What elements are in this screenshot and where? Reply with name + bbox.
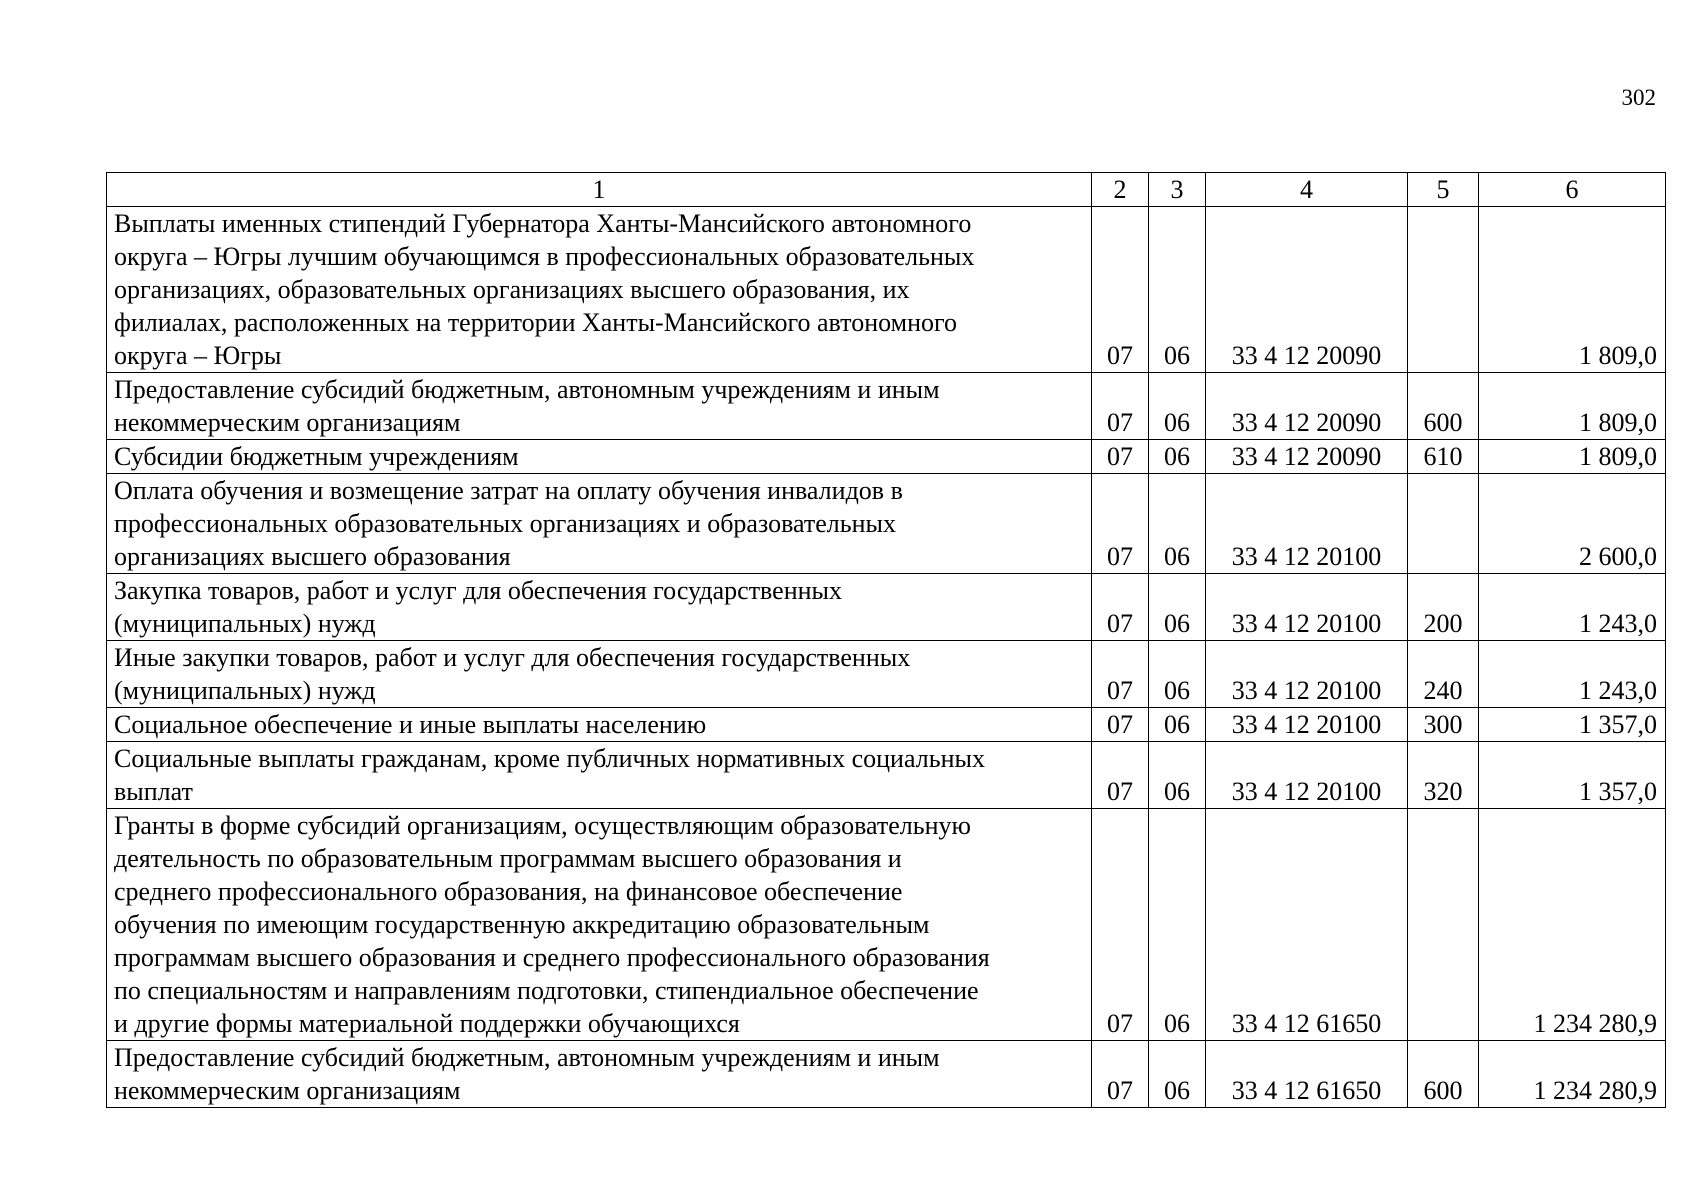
target-article-cell: 33 4 12 61650 <box>1206 1041 1408 1108</box>
expense-type-cell: 600 <box>1408 373 1479 440</box>
expense-type-cell <box>1408 207 1479 373</box>
subsection-code-cell: 06 <box>1149 641 1206 708</box>
expense-name-line: Предоставление субсидий бюджетным, автономным учреждениям и иным <box>114 375 940 404</box>
expense-name-cell <box>107 574 1092 641</box>
expense-name-line: Гранты в форме субсидий организациям, осуществляющим образовательную <box>114 811 971 840</box>
target-article-cell: 33 4 12 20090 <box>1206 373 1408 440</box>
expense-name-line: некоммерческим организациям <box>114 1076 461 1105</box>
budget-table <box>106 172 1666 1108</box>
expense-name-line: и другие формы материальной поддержки обучающихся <box>114 1009 740 1038</box>
header-cell: 1 <box>107 173 1092 207</box>
section-code-cell: 07 <box>1092 708 1149 742</box>
expense-type-cell: 320 <box>1408 742 1479 809</box>
table-row <box>107 207 1666 373</box>
header-cell: 5 <box>1408 173 1479 207</box>
expense-name-line: Иные закупки товаров, работ и услуг для обеспечения государственных <box>114 643 911 672</box>
amount-cell: 1 809,0 <box>1479 373 1666 440</box>
table-row <box>107 1041 1666 1108</box>
expense-type-cell <box>1408 474 1479 574</box>
expense-name-line: Субсидии бюджетным учреждениям <box>114 442 519 471</box>
section-code-cell: 07 <box>1092 440 1149 474</box>
expense-name-line: филиалах, расположенных на территории Ханты-Мансийского автономного <box>114 308 958 337</box>
amount-cell: 1 809,0 <box>1479 207 1666 373</box>
table-row <box>107 574 1666 641</box>
amount-cell: 1 357,0 <box>1479 742 1666 809</box>
subsection-code-cell: 06 <box>1149 207 1206 373</box>
table-row <box>107 641 1666 708</box>
expense-type-cell: 240 <box>1408 641 1479 708</box>
expense-name-line: Закупка товаров, работ и услуг для обеспечения государственных <box>114 576 843 605</box>
table-body <box>107 207 1666 1108</box>
section-code-cell: 07 <box>1092 207 1149 373</box>
expense-name-line: Выплаты именных стипендий Губернатора Ханты-Мансийского автономного <box>114 209 972 238</box>
expense-name-line: (муниципальных) нужд <box>114 676 376 705</box>
header-cell: 3 <box>1149 173 1206 207</box>
subsection-code-cell: 06 <box>1149 708 1206 742</box>
subsection-code-cell: 06 <box>1149 742 1206 809</box>
table-row <box>107 809 1666 1041</box>
section-code-cell: 07 <box>1092 809 1149 1041</box>
expense-type-cell: 200 <box>1408 574 1479 641</box>
expense-name-line: округа – Югры <box>114 341 282 370</box>
amount-cell: 2 600,0 <box>1479 474 1666 574</box>
header-cell: 2 <box>1092 173 1149 207</box>
expense-type-cell <box>1408 809 1479 1041</box>
target-article-cell: 33 4 12 20090 <box>1206 207 1408 373</box>
section-code-cell: 07 <box>1092 641 1149 708</box>
table-row <box>107 474 1666 574</box>
amount-cell: 1 234 280,9 <box>1479 1041 1666 1108</box>
section-code-cell: 07 <box>1092 574 1149 641</box>
amount-cell: 1 357,0 <box>1479 708 1666 742</box>
target-article-cell: 33 4 12 20100 <box>1206 574 1408 641</box>
section-code-cell: 07 <box>1092 742 1149 809</box>
amount-cell: 1 234 280,9 <box>1479 809 1666 1041</box>
expense-name-line: Оплата обучения и возмещение затрат на оплату обучения инвалидов в <box>114 476 903 505</box>
expense-name-cell <box>107 708 1092 742</box>
expense-name-line: профессиональных образовательных организациях и образовательных <box>114 509 896 538</box>
amount-cell: 1 243,0 <box>1479 641 1666 708</box>
header-cell: 4 <box>1206 173 1408 207</box>
expense-name-cell <box>107 1041 1092 1108</box>
page-number: 302 <box>1621 85 1656 110</box>
amount-cell: 1 243,0 <box>1479 574 1666 641</box>
table-row <box>107 373 1666 440</box>
expense-name-line: обучения по имеющим государственную аккредитацию образовательным <box>114 910 930 939</box>
section-code-cell: 07 <box>1092 474 1149 574</box>
target-article-cell: 33 4 12 20090 <box>1206 440 1408 474</box>
subsection-code-cell: 06 <box>1149 1041 1206 1108</box>
expense-name-line: выплат <box>114 777 193 806</box>
expense-name-cell <box>107 440 1092 474</box>
expense-name-line: программам высшего образования и среднего профессионального образования <box>114 943 990 972</box>
section-code-cell: 07 <box>1092 1041 1149 1108</box>
subsection-code-cell: 06 <box>1149 574 1206 641</box>
target-article-cell: 33 4 12 20100 <box>1206 742 1408 809</box>
header-cell: 6 <box>1479 173 1666 207</box>
subsection-code-cell: 06 <box>1149 809 1206 1041</box>
target-article-cell: 33 4 12 61650 <box>1206 809 1408 1041</box>
section-code-cell: 07 <box>1092 373 1149 440</box>
expense-name-cell <box>107 474 1092 574</box>
expense-name-line: Социальные выплаты гражданам, кроме публичных нормативных социальных <box>114 744 985 773</box>
header-row <box>107 173 1666 207</box>
expense-name-line: организациях, образовательных организациях высшего образования, их <box>114 275 910 304</box>
expense-name-line: (муниципальных) нужд <box>114 609 376 638</box>
expense-name-cell <box>107 809 1092 1041</box>
table-row <box>107 742 1666 809</box>
expense-name-line: организациях высшего образования <box>114 542 511 571</box>
expense-name-line: некоммерческим организациям <box>114 408 461 437</box>
expense-type-cell: 610 <box>1408 440 1479 474</box>
amount-cell: 1 809,0 <box>1479 440 1666 474</box>
subsection-code-cell: 06 <box>1149 373 1206 440</box>
expense-name-line: Предоставление субсидий бюджетным, автономным учреждениям и иным <box>114 1043 940 1072</box>
expense-name-line: деятельность по образовательным программам высшего образования и <box>114 844 902 873</box>
expense-type-cell: 300 <box>1408 708 1479 742</box>
table-row <box>107 708 1666 742</box>
expense-name-cell <box>107 641 1092 708</box>
expense-name-cell <box>107 207 1092 373</box>
table-row <box>107 440 1666 474</box>
target-article-cell: 33 4 12 20100 <box>1206 708 1408 742</box>
expense-name-cell <box>107 373 1092 440</box>
expense-name-cell <box>107 742 1092 809</box>
expense-name-line: среднего профессионального образования, на финансовое обеспечение <box>114 877 903 906</box>
subsection-code-cell: 06 <box>1149 440 1206 474</box>
target-article-cell: 33 4 12 20100 <box>1206 474 1408 574</box>
expense-type-cell: 600 <box>1408 1041 1479 1108</box>
expense-name-line: по специальностям и направлениям подготовки, стипендиальное обеспечение <box>114 976 979 1005</box>
subsection-code-cell: 06 <box>1149 474 1206 574</box>
expense-name-line: округа – Югры лучшим обучающимся в профессиональных образовательных <box>114 242 975 271</box>
target-article-cell: 33 4 12 20100 <box>1206 641 1408 708</box>
expense-name-line: Социальное обеспечение и иные выплаты населению <box>114 710 707 739</box>
